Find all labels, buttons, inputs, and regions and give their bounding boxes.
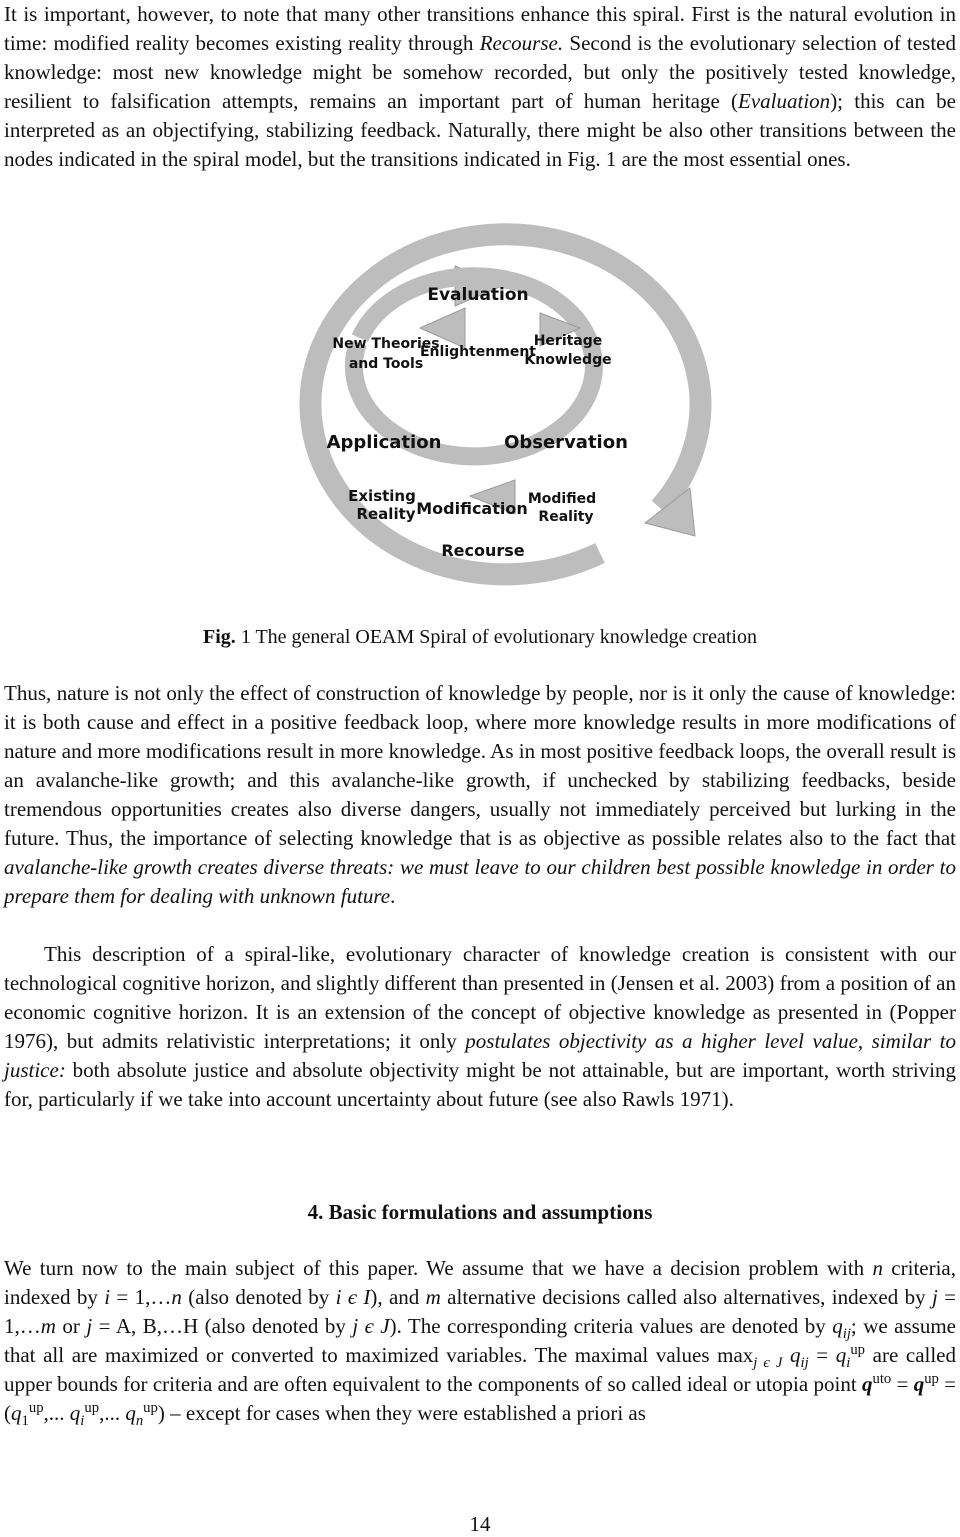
text-run: i є I [335, 1285, 371, 1309]
text-run: ). The corresponding criteria values are denoted by [389, 1314, 833, 1338]
text-run: up [28, 1400, 44, 1416]
text-run: q [913, 1372, 925, 1396]
label-modified-2: Reality [538, 509, 594, 525]
label-heritage-1: Heritage [533, 333, 603, 349]
text-run: criteria, indexed by [4, 1256, 956, 1309]
text-run: j [931, 1285, 938, 1309]
text-run: ) – except for cases when they were established a priori as [157, 1401, 646, 1425]
text-run: = 1,… [4, 1285, 957, 1338]
label-evaluation: Evaluation [427, 285, 529, 305]
label-existing-1: Existing [348, 487, 416, 505]
text-run: n [872, 1256, 883, 1280]
text-run: j є J [352, 1314, 390, 1338]
paragraph-2 [4, 679, 956, 911]
text-run: q [789, 1343, 801, 1367]
text-run: m [40, 1314, 56, 1338]
text-run: ); this can be interpreted as an objectifying, stabilizing feedback. Naturally, there might be also other transitions between the nodes indicated in the spiral model, but the transitions indicated in Fig. 1 are the most essential ones. [4, 89, 956, 171]
text-run: up [850, 1342, 866, 1358]
label-application: Application [326, 432, 442, 453]
text-run: ; we assume that all are maximized or converted to maximized variables. The maximal values max [4, 1314, 956, 1367]
text-run: ), and [370, 1285, 426, 1309]
text-run: = 1,… [110, 1285, 172, 1309]
text-run: n [135, 1413, 144, 1430]
text-run: up [84, 1400, 100, 1416]
text-run: = [891, 1372, 914, 1396]
text-run: = ( [4, 1372, 957, 1425]
label-observation: Observation [504, 432, 628, 453]
text-run: m [425, 1285, 441, 1309]
label-enlightenment: Enlightenment [419, 344, 537, 360]
label-new-theories-2: and Tools [348, 356, 424, 372]
figure-caption-text: 1 The general OEAM Spiral of evolutionary knowledge creation [235, 626, 757, 648]
label-modification: Modification [416, 499, 528, 518]
text-run: up [924, 1371, 939, 1387]
text-run: Thus, nature is not only the effect of construction of knowledge by people, nor is it only the cause of knowledge: it is both cause and effect in a positive feedback loop, where more knowledge results in more modifications of nature and more modifications result in more knowledge. As in most positive feedback loops, the overall result is an avalanche-like growth; and this avalanche-like growth, if unchecked by stabilizing feedbacks, beside tremendous opportunities creates also diverse dangers, usually not immediately perceived but lurking in the future. Thus, the importance of selecting knowledge that is as objective as possible relates also to the fact that [4, 681, 956, 850]
page-number: 14 [469, 1512, 491, 1536]
text-run: i [104, 1285, 111, 1309]
text-run: This description of a spiral-like, evolutionary character of knowledge creation is consistent with our technological cognitive horizon, and slightly different than presented in (Jensen et al. 2003) from a position of an economic cognitive horizon. It is an extension of the concept of objective knowledge as presented in (Popper 1976), but admits relativistic interpretations; it only [4, 942, 956, 1053]
paragraph-4 [4, 1254, 956, 1428]
text-run: alternative decisions called also alternatives, indexed by [440, 1285, 932, 1309]
text-run: Recourse. [479, 31, 564, 55]
text-run: n [171, 1285, 182, 1309]
text-run: postulates objectivity as a higher level value, similar to justice: [4, 1029, 956, 1082]
text-run: ij [800, 1355, 809, 1372]
section-heading: 4. Basic formulations and assumptions [307, 1200, 653, 1224]
text-run: ,... [43, 1401, 70, 1425]
text-run: = A, B,…H (also denoted by [92, 1314, 353, 1338]
text-run: Second is the evolutionary selection of tested knowledge: most new knowledge might be somehow recorded, but only the positively tested knowledge, resilient to falsification attempts, remains an important part of human heritage ( [4, 31, 956, 113]
text-run: q [11, 1401, 22, 1425]
paragraph-1 [4, 0, 956, 174]
text-run: uto [872, 1371, 892, 1387]
text-run: ij [842, 1326, 851, 1343]
text-run: We turn now to the main subject of this paper. We assume that we have a decision problem with [4, 1256, 873, 1280]
paragraph-3 [4, 940, 956, 1114]
text-run: q [832, 1314, 843, 1338]
text-run: both absolute justice and absolute objectivity might be not attainable, but are important, worth striving for, particularly if we take into account uncertainty about future (see also Rawls 1971). [4, 1058, 956, 1111]
text-run [782, 1343, 790, 1367]
text-run: i [80, 1413, 85, 1430]
text-run: q [125, 1401, 136, 1425]
text-run: j є J [753, 1355, 783, 1372]
figure-caption [0, 624, 960, 650]
text-run: It is important, however, to note that many other transitions enhance this spiral. First is the natural evolution in time: modified reality becomes existing reality through [4, 2, 956, 55]
label-recourse: Recourse [441, 541, 525, 560]
text-run: or [55, 1314, 87, 1338]
text-run: q [69, 1401, 81, 1425]
figure-caption-label: Fig. [203, 626, 236, 648]
text-run: . [390, 884, 396, 908]
label-modified-1: Modified [527, 491, 597, 507]
label-new-theories-1: New Theories [332, 336, 440, 352]
text-run: j [86, 1314, 93, 1338]
label-heritage-2: Knowledge [524, 352, 612, 368]
text-run: ,... [99, 1401, 126, 1425]
text-run: (also denoted by [181, 1285, 336, 1309]
label-existing-2: Reality [356, 505, 416, 523]
oeam-spiral-figure [240, 218, 720, 598]
text-run: i [846, 1355, 851, 1372]
text-run: avalanche-like growth creates diverse threats: we must leave to our children best possible knowledge in order to prepare them for dealing with unknown future [4, 855, 956, 908]
text-run: 1 [21, 1413, 29, 1430]
text-run: q [835, 1343, 847, 1367]
text-run: = [808, 1343, 836, 1367]
text-run: Evaluation [738, 89, 831, 113]
text-run: q [861, 1372, 873, 1396]
text-run: are called upper bounds for criteria and are often equivalent to the components of so called ideal or utopia point [4, 1343, 957, 1396]
text-run: up [143, 1400, 158, 1416]
